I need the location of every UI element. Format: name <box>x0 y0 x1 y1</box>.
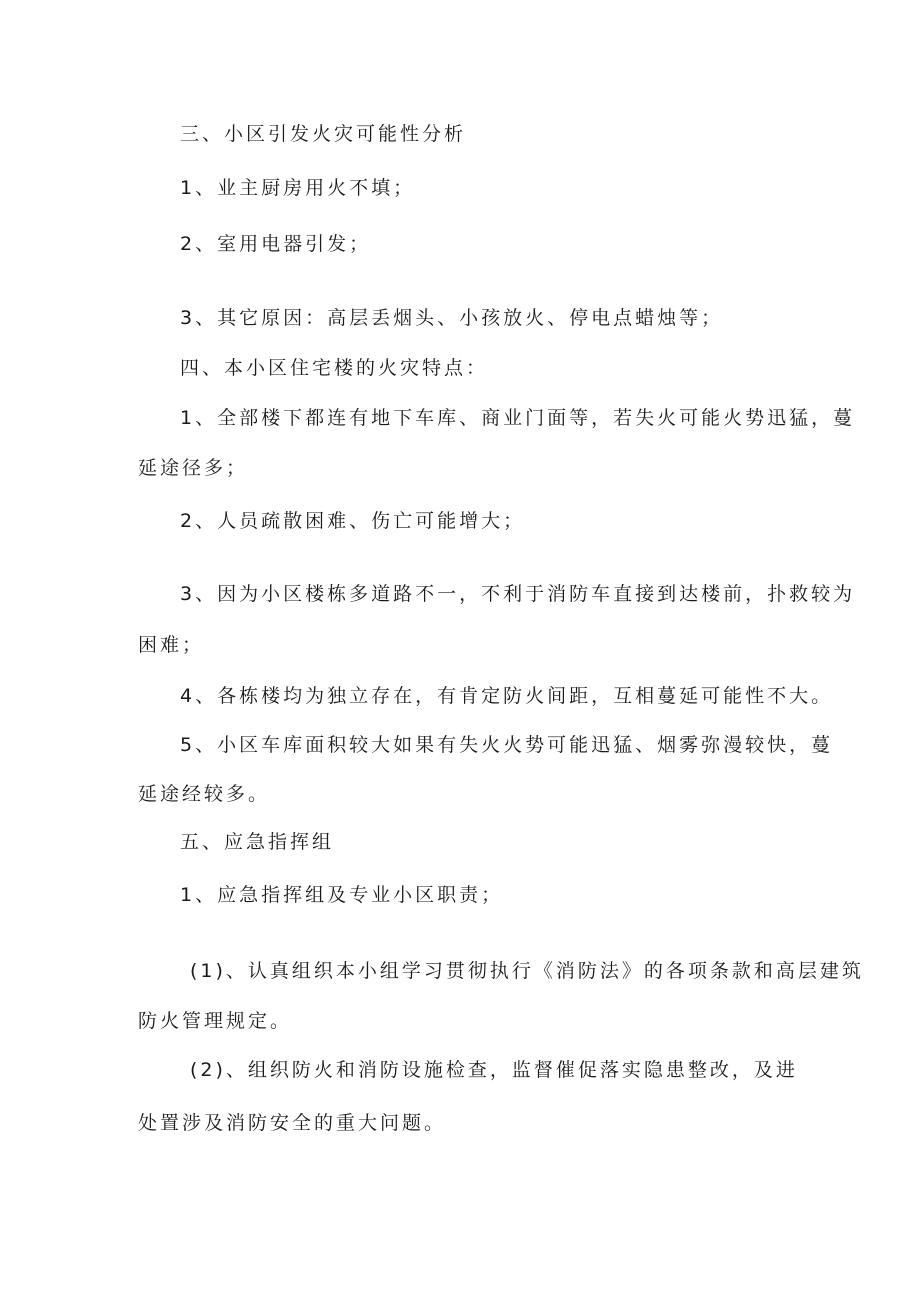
section-5-item-1: 1、应急指挥组及专业小区职责； <box>180 884 504 906</box>
section-5-sub-2-line-2: 处置涉及消防安全的重大问题。 <box>138 1112 447 1134</box>
section-4-item-1-line-2: 延途径多； <box>138 457 249 479</box>
section-4-item-1-line-1: 1、全部楼下都连有地下车库、商业门面等，若失火可能火势迅猛，蔓 <box>180 407 856 429</box>
section-4-item-5-line-2: 延途经较多。 <box>138 783 271 805</box>
section-4-heading: 四、本小区住宅楼的火灾特点： <box>180 357 489 379</box>
section-4-item-3-line-1: 3、因为小区楼栋多道路不一，不利于消防车直接到达楼前，扑救较为 <box>180 583 856 605</box>
section-3-heading: 三、小区引发火灾可能性分析 <box>180 123 467 145</box>
section-5-sub-1-line-2: 防火管理规定。 <box>138 1010 293 1032</box>
section-4-item-2: 2、人员疏散困难、伤亡可能增大； <box>180 510 526 532</box>
section-3-item-2: 2、室用电器引发； <box>180 233 372 255</box>
section-3-item-1: 1、业主厨房用火不填； <box>180 177 416 199</box>
section-5-heading: 五、应急指挥组 <box>180 831 335 853</box>
section-4-item-5-line-1: 5、小区车库面积较大如果有失火火势可能迅猛、烟雾弥漫较快，蔓 <box>180 734 834 756</box>
section-3-item-3: 3、其它原因：高层丢烟头、小孩放火、停电点蜡烛等； <box>180 307 724 329</box>
section-4-item-4: 4、各栋楼均为独立存在，有肯定防火间距，互相蔓延可能性不大。 <box>180 685 834 707</box>
section-5-sub-2-line-1: (2)、组织防火和消防设施检查，监督催促落实隐患整改，及进 <box>190 1059 798 1081</box>
section-5-sub-1-line-1: (1)、认真组织本小组学习贯彻执行《消防法》的各项条款和高层建筑 <box>190 960 864 982</box>
section-4-item-3-line-2: 困难； <box>138 634 205 656</box>
